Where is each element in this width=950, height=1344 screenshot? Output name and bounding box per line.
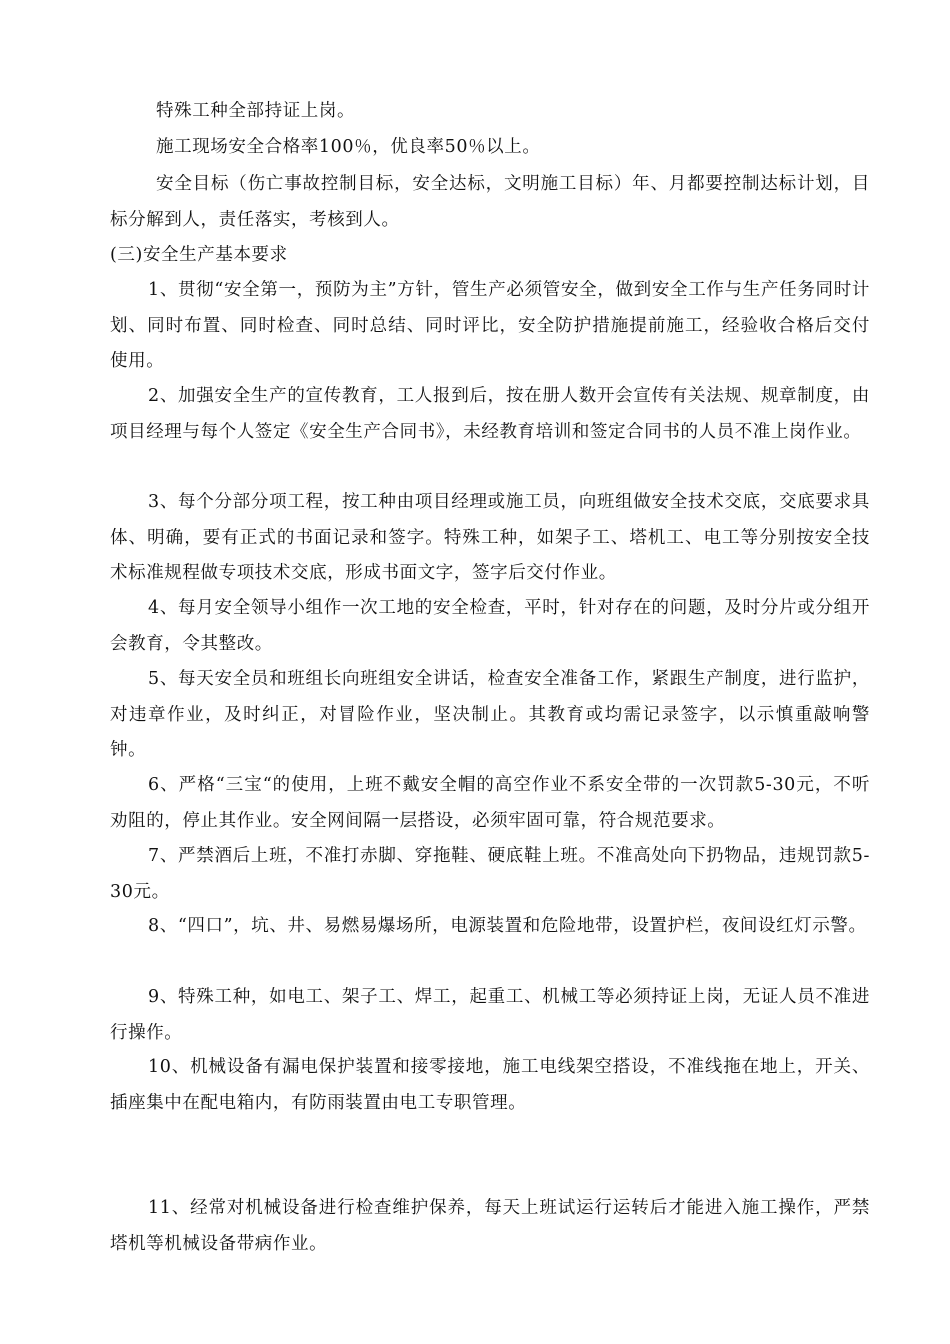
paragraph-special-workers-certified: 特殊工种全部持证上岗。 <box>156 101 356 121</box>
paragraph-item-5: 5、每天安全员和班组长向班组安全讲话，检查安全准备工作，紧跟生产制度，进行监护，对违章作业，及时纠正，对冒险作业，坚决制止。其教育或均需记录签字，以示慎重敲响警钟。 <box>110 669 870 760</box>
paragraph-item-2: 2、加强安全生产的宣传教育，工人报到后，按在册人数开会宣传有关法规、规章制度，由项目经理与每个人签定《安全生产合同书》，未经教育培训和签定合同书的人员不准上岗作业。 <box>110 386 870 442</box>
section-heading-basic-requirements: (三)安全生产基本要求 <box>110 245 288 265</box>
paragraph-item-11: 11、经常对机械设备进行检查维护保养，每天上班试运行运转后才能进入施工操作，严禁塔机等机械设备带病作业。 <box>110 1198 870 1254</box>
paragraph-safety-goals: 安全目标（伤亡事故控制目标，安全达标，文明施工目标）年、月都要控制达标计划，目标分解到人，责任落实，考核到人。 <box>110 174 870 230</box>
paragraph-qualification-rate: 施工现场安全合格率100％，优良率50％以上。 <box>156 137 541 157</box>
paragraph-item-6: 6、严格“三宝“的使用，上班不戴安全帽的高空作业不系安全带的一次罚款5-30元，不听劝阻的，停止其作业。安全网间隔一层搭设，必须牢固可靠，符合规范要求。 <box>110 775 870 831</box>
paragraph-item-4: 4、每月安全领导小组作一次工地的安全检查，平时，针对存在的问题，及时分片或分组开会教育，令其整改。 <box>110 598 870 654</box>
paragraph-item-10: 10、机械设备有漏电保护装置和接零接地，施工电线架空搭设，不准线拖在地上，开关、插座集中在配电箱内，有防雨装置由电工专职管理。 <box>110 1057 870 1113</box>
paragraph-item-3: 3、每个分部分项工程，按工种由项目经理或施工员，向班组做安全技术交底，交底要求具体、明确，要有正式的书面记录和签字。特殊工种，如架子工、塔机工、电工等分别按安全技术标准规程做专项技术交底，形成书面文字，签字后交付作业。 <box>110 492 870 583</box>
paragraph-item-7: 7、严禁酒后上班，不准打赤脚、穿拖鞋、硬底鞋上班。不准高处向下扔物品，违规罚款5-30元。 <box>110 846 870 902</box>
paragraph-item-8: 8、“四口”，坑、井、易燃易爆场所，电源装置和危险地带，设置护栏，夜间设红灯示警。 <box>148 916 867 936</box>
paragraph-item-9: 9、特殊工种，如电工、架子工、焊工，起重工、机械工等必须持证上岗，无证人员不准进行操作。 <box>110 987 870 1043</box>
paragraph-item-1: 1、贯彻“安全第一，预防为主”方针，管生产必须管安全，做到安全工作与生产任务同时计划、同时布置、同时检查、同时总结、同时评比，安全防护措施提前施工，经验收合格后交付使用。 <box>110 280 870 371</box>
